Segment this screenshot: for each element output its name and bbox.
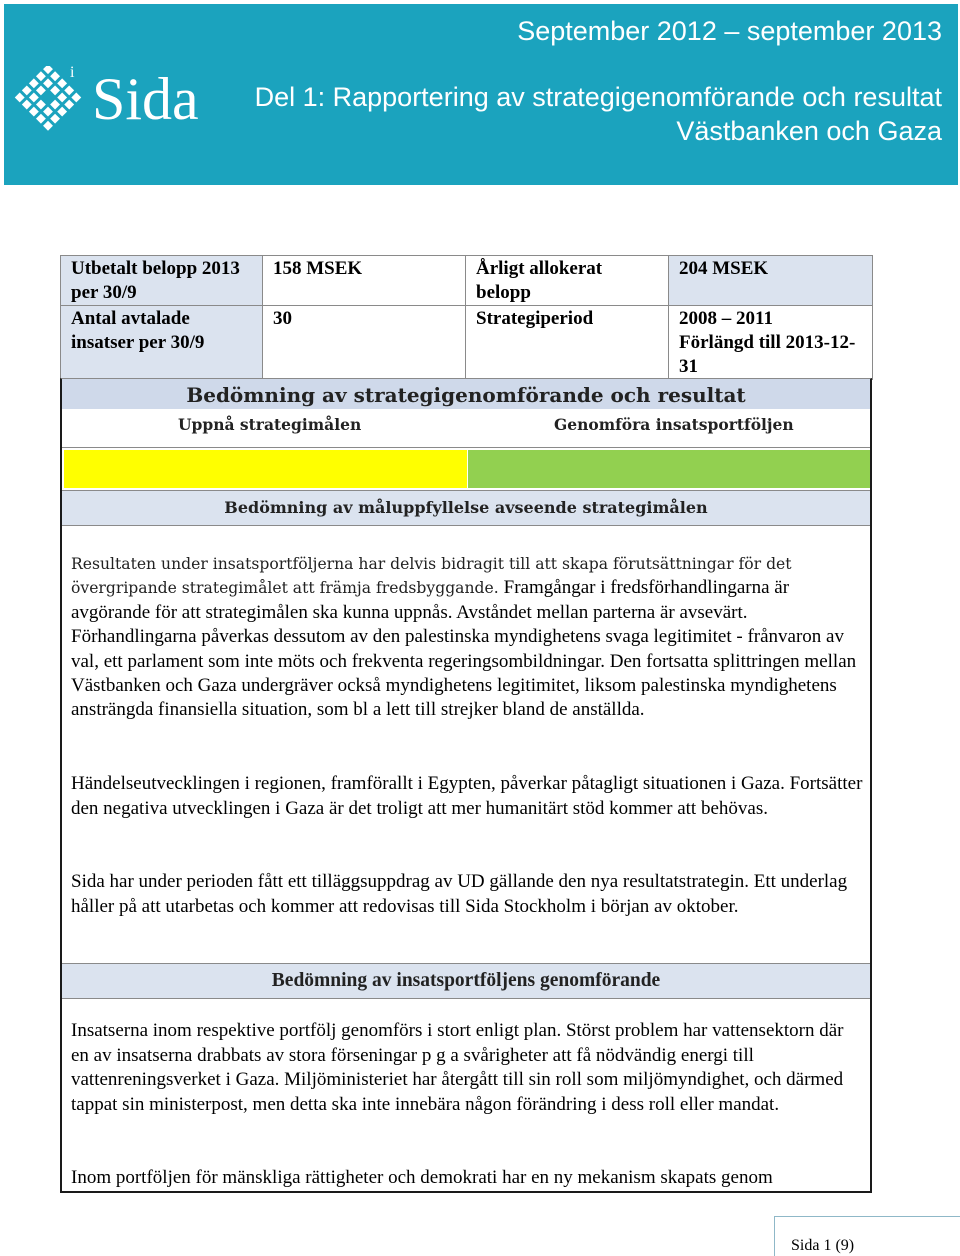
contracts-value: 30	[263, 306, 466, 380]
disbursed-value: 158 MSEK	[263, 256, 466, 306]
header-banner	[4, 4, 958, 185]
goals-paragraph-3: Sida har under perioden fått ett tilläggsuppdrag av UD gällande den nya resultatstrategin. Ett underlag håller på att utarbetas och kommer att redovisas till Sida Stockholm i början av oktober.	[71, 871, 848, 917]
report-title-line2: Västbanken och Gaza	[676, 116, 942, 146]
report-title	[255, 80, 942, 148]
allocated-label: Årligt allokerat belopp	[466, 256, 669, 306]
goals-section-title: Bedömning av måluppfyllelse avseende strategimålen	[62, 490, 870, 526]
allocated-value: 204 MSEK	[669, 256, 873, 306]
goal-label: Uppnå strategimålen	[178, 415, 362, 434]
disbursed-label: Utbetalt belopp 2013 per 30/9	[61, 256, 263, 306]
report-period: September 2012 – september 2013	[517, 16, 942, 46]
summary-row-disbursed	[61, 256, 873, 306]
portfolio-status-indicator	[468, 450, 870, 488]
portfolio-label: Genomföra insatsportföljen	[554, 415, 794, 434]
goals-paragraph-1	[71, 552, 863, 723]
strategy-period-extension: Förlängd till 2013-12-31	[679, 332, 856, 377]
goals-paragraph-1-body: Framgångar i fredsförhandlingarna är avgörande för att strategimålen ska kunna uppnås. Avståndet mellan parterna är avsevärt. Förhandlingarna påverkas dessutom av den palestinska myndighetens svaga legitimitet - frånvaron av val, ett parlament som inte möts och frekventa regeringsombildningar. Den fortsatta splittringen mellan Västbanken och Gaza undergräver också myndighetens legitimitet, liksom palestinska myndighetens ansträngda finansiella situation, som bl a lett till strejker bland de anställda.	[71, 577, 857, 721]
page-footer	[774, 1216, 960, 1256]
strategy-period-value	[669, 306, 873, 380]
strategy-period-label: Strategiperiod	[466, 306, 669, 380]
portfolio-paragraph-1: Insatserna inom respektive portfölj genomförs i stort enligt plan. Störst problem har vattensektorn där en av insatserna drabbats av stora förseningar p g a svårigheter att få nödvändig energi till vattenreningsverket i Gaza. Miljöministeriet har återgått till sin roll som miljömyndighet, och därmed tappat sin ministerpost, men detta ska inte innebära någon förändring i dess roll eller mandat.	[71, 1020, 844, 1115]
summary-row-contracts	[61, 306, 873, 380]
strategy-period-dates: 2008 – 2011	[679, 308, 773, 329]
portfolio-section-title: Bedömning av insatsportföljens genomförande	[62, 963, 870, 999]
contracts-label: Antal avtalade insatser per 30/9	[61, 306, 263, 380]
portfolio-paragraph-2: Inom portföljen för mänskliga rättigheter och demokrati har en ny mekanism skapats genom	[71, 1167, 773, 1188]
goals-paragraph-1-intro: Resultaten under insatsportföljerna har delvis bidragit till att skapa förutsättningar för det övergripande strategimålet att främja fredsbyggande.	[71, 555, 792, 598]
assessment-header: Bedömning av strategigenomförande och resultat	[62, 379, 870, 409]
logo-i-mark: i	[70, 64, 75, 81]
goal-status-indicator	[64, 450, 467, 488]
summary-table	[60, 255, 873, 380]
report-title-line1: Del 1: Rapportering av strategigenomförande och resultat	[254, 82, 942, 112]
assessment-box	[60, 378, 872, 1193]
logo-wordmark: Sida	[92, 66, 199, 132]
page-number: Sida 1 (9)	[791, 1237, 855, 1254]
assessment-subheader-row	[62, 409, 870, 448]
goals-paragraph-2: Händelseutvecklingen i regionen, framförallt i Egypten, påverkar påtagligt situationen i Gaza. Fortsätter den negativa utvecklingen i Gaza är det troligt att mer humanitärt stöd kommer att behövas.	[71, 773, 863, 819]
